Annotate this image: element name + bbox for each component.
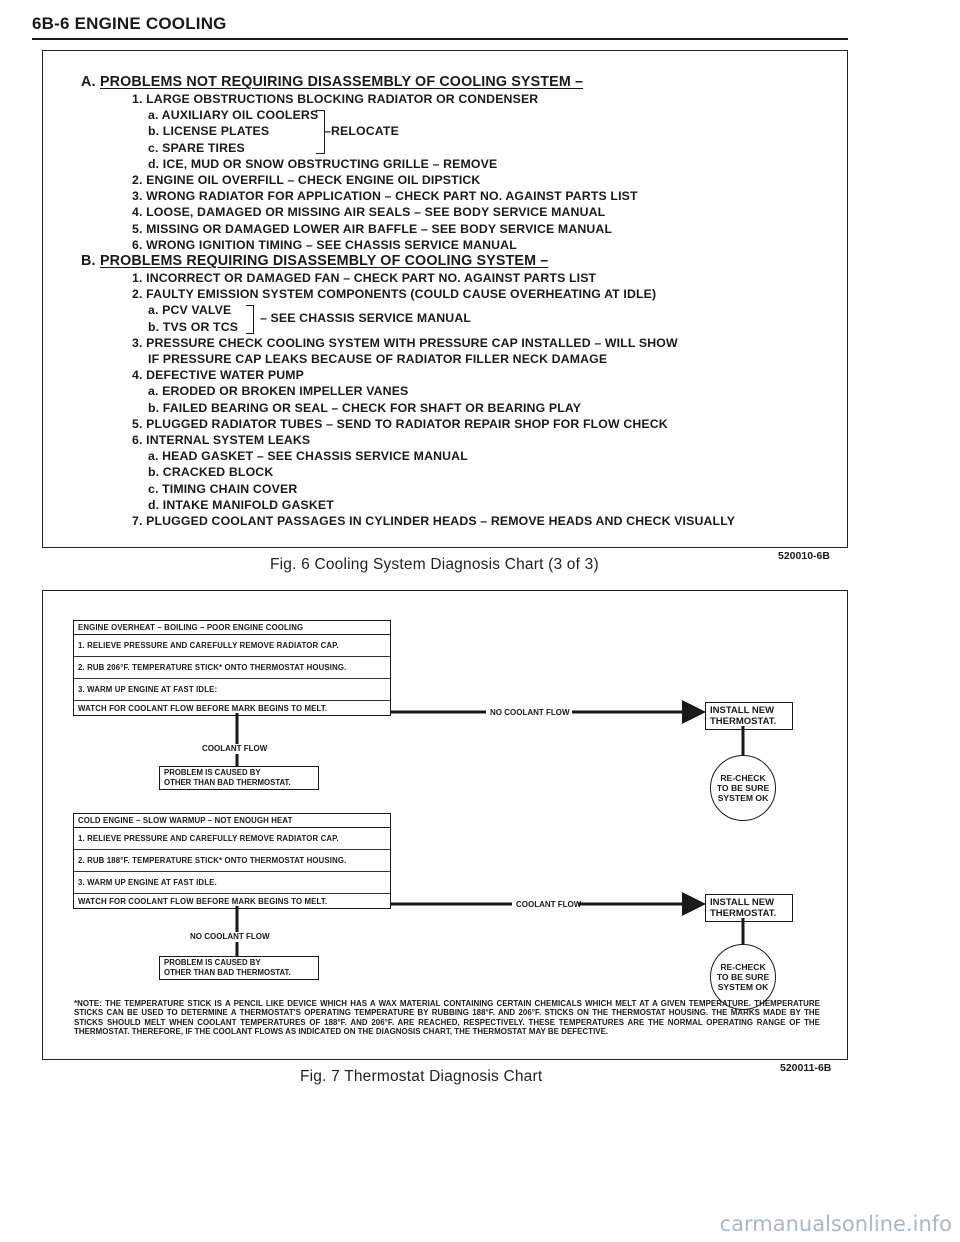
watermark: carmanualsonline.info bbox=[719, 1212, 952, 1236]
cold-install-line2: THERMOSTAT. bbox=[710, 908, 777, 919]
b-item-1: 1. INCORRECT OR DAMAGED FAN – CHECK PART NO. AGAINST PARTS LIST bbox=[132, 271, 597, 286]
temperature-stick-note: *NOTE: THE TEMPERATURE STICK IS A PENCIL LIKE DEVICE WHICH HAS A WAX MATERIAL CONTAINING CERTAIN CHEMICALS WHICH MELT AT A GIVEN TEMPERATURE. THEMPERATURE STICKS CAN BE USED TO DETERMINE A THERMOSTAT'S OPERATING TEMPERATURE BY RUBBING 188°F. AND 206°F. STICKS ON THE THERMOSTAT HOUSING. THE MARKS MADE BY THE STICKS SHOULD MELT WHEN COOLANT TEMPERATURES OF 188°F. AND 206°F. ARE REACHED, RESPECTIVELY. THESE TEMPERATURES ARE THE NORMAL OPERATING RANGE OF THE THERMOSTAT. THEREFORE, IF THE COOLANT FLOWS AS INDICATED ON THE DIAGNOSIS CHART, THE THERMOSTAT MAY BE DEFECTIVE. bbox=[74, 999, 820, 1037]
a-item-5: 5. MISSING OR DAMAGED LOWER AIR BAFFLE – SEE BODY SERVICE MANUAL bbox=[132, 221, 613, 236]
overheat-install-line2: THERMOSTAT. bbox=[710, 716, 777, 727]
section-b-title-text: PROBLEMS REQUIRING DISASSEMBLY OF COOLING SYSTEM – bbox=[100, 253, 549, 270]
fig7-code: 520011-6B bbox=[780, 1062, 832, 1074]
cold-recheck-line3: SYSTEM OK bbox=[717, 982, 769, 992]
b-item-3a: 3. PRESSURE CHECK COOLING SYSTEM WITH PRESSURE CAP INSTALLED – WILL SHOW bbox=[132, 335, 678, 350]
overheat-recheck-line2: TO BE SURE bbox=[716, 783, 770, 793]
cold-result-line1: PROBLEM IS CAUSED BY bbox=[164, 958, 261, 967]
overheat-result-line2: OTHER THAN BAD THERMOSTAT. bbox=[164, 778, 291, 787]
cold-step-3: 3. WARM UP ENGINE AT FAST IDLE. bbox=[74, 872, 390, 894]
b-item-4: 4. DEFECTIVE WATER PUMP bbox=[132, 368, 304, 383]
cold-install-line1: INSTALL NEW bbox=[710, 897, 775, 908]
relocate-label: –RELOCATE bbox=[324, 124, 399, 139]
b-item-5: 5. PLUGGED RADIATOR TUBES – SEND TO RADIATOR REPAIR SHOP FOR FLOW CHECK bbox=[132, 416, 668, 431]
a-item-2: 2. ENGINE OIL OVERFILL – CHECK ENGINE OIL DIPSTICK bbox=[132, 173, 481, 188]
section-a-title-text: PROBLEMS NOT REQUIRING DISASSEMBLY OF COOLING SYSTEM – bbox=[100, 74, 584, 90]
a-item-6: 6. WRONG IGNITION TIMING – SEE CHASSIS SERVICE MANUAL bbox=[132, 237, 517, 252]
a-item-3: 3. WRONG RADIATOR FOR APPLICATION – CHECK PART NO. AGAINST PARTS LIST bbox=[132, 189, 638, 204]
section-b-letter: B. bbox=[81, 253, 96, 270]
fig6-caption: Fig. 6 Cooling System Diagnosis Chart (3 of 3) bbox=[270, 556, 599, 573]
a-sub-c: c. SPARE TIRES bbox=[148, 140, 245, 155]
b-item-3b: IF PRESSURE CAP LEAKS BECAUSE OF RADIATOR FILLER NECK DAMAGE bbox=[148, 352, 608, 367]
cold-no-flow-label: NO COOLANT FLOW bbox=[190, 932, 270, 941]
cold-flow-label: COOLANT FLOW bbox=[516, 900, 582, 909]
overheat-header: ENGINE OVERHEAT – BOILING – POOR ENGINE COOLING bbox=[74, 621, 390, 635]
cold-step-1: 1. RELIEVE PRESSURE AND CAREFULLY REMOVE RADIATOR CAP. bbox=[74, 828, 390, 850]
b-item-2: 2. FAULTY EMISSION SYSTEM COMPONENTS (COULD CAUSE OVERHEATING AT IDLE) bbox=[132, 287, 657, 302]
a-sub-d: d. ICE, MUD OR SNOW OBSTRUCTING GRILLE – REMOVE bbox=[148, 156, 498, 171]
cold-header: COLD ENGINE – SLOW WARMUP – NOT ENOUGH HEAT bbox=[74, 814, 390, 828]
overheat-recheck-line3: SYSTEM OK bbox=[717, 793, 769, 803]
b-sub-6d: d. INTAKE MANIFOLD GASKET bbox=[148, 497, 334, 512]
section-a-letter: A. bbox=[81, 74, 96, 90]
see-chassis-label: – SEE CHASSIS SERVICE MANUAL bbox=[260, 311, 472, 326]
cold-result-line2: OTHER THAN BAD THERMOSTAT. bbox=[164, 968, 291, 977]
overheat-result-line1: PROBLEM IS CAUSED BY bbox=[164, 768, 261, 777]
overheat-step-1: 1. RELIEVE PRESSURE AND CAREFULLY REMOVE RADIATOR CAP. bbox=[74, 635, 390, 657]
b-sub-6b: b. CRACKED BLOCK bbox=[148, 465, 274, 480]
b-item-6: 6. INTERNAL SYSTEM LEAKS bbox=[132, 433, 311, 448]
cold-step-2: 2. RUB 188°F. TEMPERATURE STICK* ONTO THERMOSTAT HOUSING. bbox=[74, 850, 390, 872]
cold-step-4: WATCH FOR COOLANT FLOW BEFORE MARK BEGINS TO MELT. bbox=[78, 896, 328, 906]
b-sub-6a: a. HEAD GASKET – SEE CHASSIS SERVICE MANUAL bbox=[148, 449, 468, 464]
b-sub-4a: a. ERODED OR BROKEN IMPELLER VANES bbox=[148, 384, 409, 399]
b-sub-6c: c. TIMING CHAIN COVER bbox=[148, 481, 298, 496]
overheat-recheck-line1: RE-CHECK bbox=[720, 773, 766, 783]
overheat-no-flow-label: NO COOLANT FLOW bbox=[490, 708, 570, 717]
a-sub-a: a. AUXILIARY OIL COOLERS bbox=[148, 108, 319, 123]
overheat-step-2: 2. RUB 206°F. TEMPERATURE STICK* ONTO THERMOSTAT HOUSING. bbox=[74, 657, 390, 679]
a-item-1: 1. LARGE OBSTRUCTIONS BLOCKING RADIATOR OR CONDENSER bbox=[132, 92, 539, 106]
fig7-caption: Fig. 7 Thermostat Diagnosis Chart bbox=[300, 1068, 543, 1085]
cold-recheck-line2: TO BE SURE bbox=[716, 972, 770, 982]
b-sub-2a: a. PCV VALVE bbox=[148, 303, 232, 318]
fig6-code: 520010-6B bbox=[778, 550, 830, 562]
overheat-flow-label: COOLANT FLOW bbox=[202, 744, 268, 753]
a-item-4: 4. LOOSE, DAMAGED OR MISSING AIR SEALS – SEE BODY SERVICE MANUAL bbox=[132, 205, 606, 220]
overheat-step-4: WATCH FOR COOLANT FLOW BEFORE MARK BEGINS TO MELT. bbox=[78, 703, 328, 713]
b-item-7: 7. PLUGGED COOLANT PASSAGES IN CYLINDER HEADS – REMOVE HEADS AND CHECK VISUALLY bbox=[132, 514, 736, 529]
overheat-install-line1: INSTALL NEW bbox=[710, 705, 775, 716]
page-header: 6B-6 ENGINE COOLING bbox=[32, 14, 227, 33]
overheat-step-3: 3. WARM UP ENGINE AT FAST IDLE: bbox=[74, 679, 390, 701]
b-sub-4b: b. FAILED BEARING OR SEAL – CHECK FOR SHAFT OR BEARING PLAY bbox=[148, 400, 582, 415]
b-sub-2b: b. TVS OR TCS bbox=[148, 319, 239, 334]
a-sub-b: b. LICENSE PLATES bbox=[148, 124, 270, 139]
cold-recheck-line1: RE-CHECK bbox=[720, 962, 766, 972]
